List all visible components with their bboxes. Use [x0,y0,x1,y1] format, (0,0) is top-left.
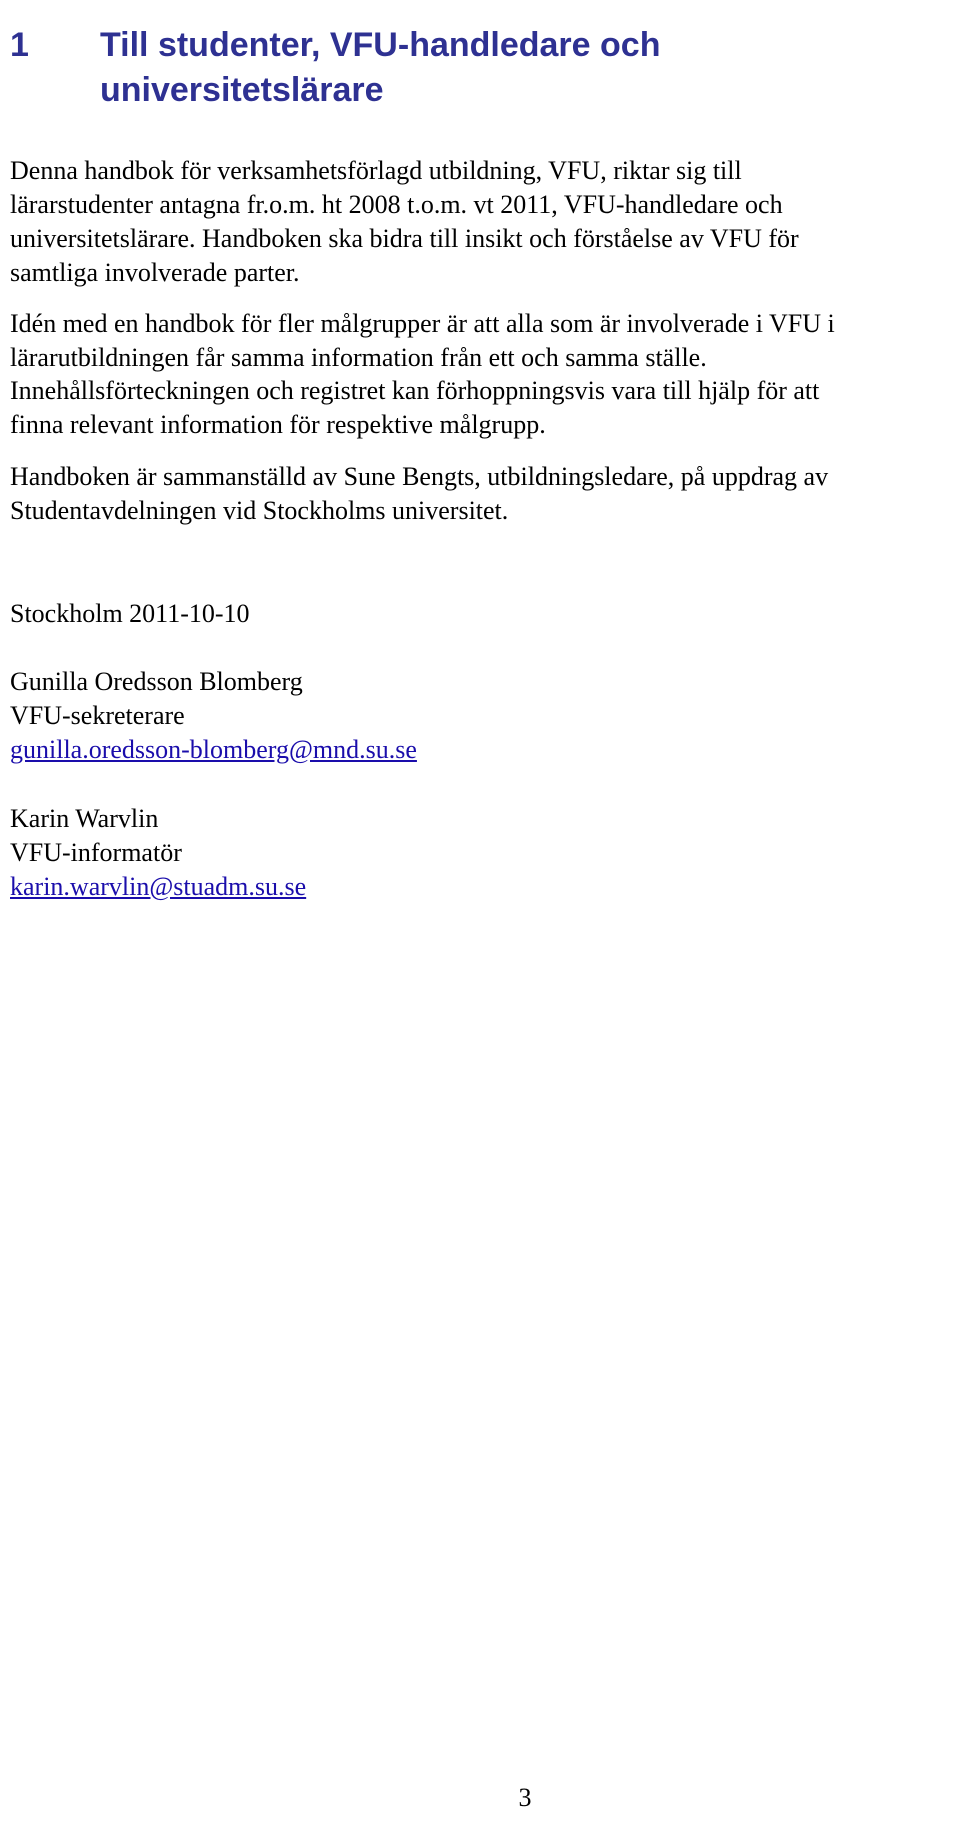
index-paragraph [10,374,955,442]
text-line: Idén med en handbok för fler målgrupper är att alla som är involverade i VFU i [10,309,835,338]
chapter-title-line-2: universitetslärare [100,70,384,109]
text-line: samtliga involverade parter. [10,258,300,287]
chapter-heading [10,23,950,113]
text-line: Studentavdelningen vid Stockholms universitet. [10,496,509,525]
contact-role: VFU-sekreterare [10,701,185,730]
contact-block [10,802,955,904]
text-line: universitetslärare. Handboken ska bidra till insikt och förståelse av VFU för [10,224,799,253]
text-line: finna relevant information för respektive målgrupp. [10,410,546,439]
contact-name: Karin Warvlin [10,804,159,833]
text-line: Denna handbok för verksamhetsförlagd utbildning, VFU, riktar sig till [10,156,742,185]
idea-paragraph [10,307,955,375]
text-line: Handboken är sammanställd av Sune Bengts, utbildningsledare, på uppdrag av [10,462,829,491]
place-date [10,597,955,631]
page-number: 3 [518,1783,532,1812]
text-line: lärarutbildningen får samma information från ett och samma ställe. [10,343,707,372]
chapter-number: 1 [10,25,29,64]
compiled-by-paragraph [10,460,955,528]
place-date-text: Stockholm 2011-10-10 [10,599,250,628]
chapter-title-line-1: Till studenter, VFU-handledare och [100,25,661,64]
text-line: lärarstudenter antagna fr.o.m. ht 2008 t.o.m. vt 2011, VFU-handledare och [10,190,783,219]
intro-paragraph [10,154,955,290]
contact-email-link[interactable]: gunilla.oredsson-blomberg@mnd.su.se [10,735,417,764]
contact-block [10,665,955,767]
text-line: Innehållsförteckningen och registret kan förhoppningsvis vara till hjälp för att [10,376,820,405]
contact-email-link[interactable]: karin.warvlin@stuadm.su.se [10,872,307,901]
contact-role: VFU-informatör [10,838,182,867]
contact-name: Gunilla Oredsson Blomberg [10,667,303,696]
